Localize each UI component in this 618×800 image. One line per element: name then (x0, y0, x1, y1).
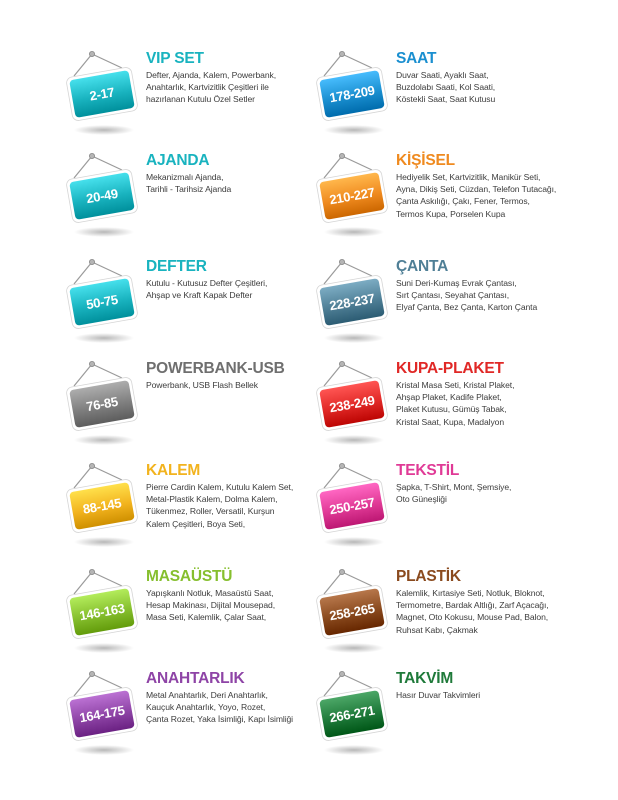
description-line: Yapışkanlı Notluk, Masaüstü Saat, (146, 588, 274, 598)
description-line: Magnet, Oto Kokusu, Mouse Pad, Balon, (396, 612, 549, 623)
description-line: Kristal Saat, Kupa, Madalyon (396, 416, 505, 427)
description-line: Tükenmez, Roller, Versatil, Kurşun (146, 506, 275, 517)
description-line: Plaket Kutusu, Gümüş Tabak, (396, 404, 507, 415)
category-title: KUPA-PLAKET (396, 360, 504, 377)
page-range-label: 266-271 (328, 702, 376, 726)
catalog-entry (316, 462, 596, 562)
description-line: Kalem Çeşitleri, Boya Seti, (146, 518, 246, 529)
description-line: Çanta Rozet, Yaka İsimliği, Kapı İsimliği (146, 714, 293, 725)
category-title: VIP SET (146, 50, 204, 67)
category-description (396, 587, 606, 636)
entry-text (396, 152, 606, 220)
description-line: Ahşap ve Kraft Kapak Defter (146, 290, 253, 301)
catalog-entry (66, 360, 346, 460)
description-line: Hesap Makinası, Dijital Mousepad, (146, 600, 276, 611)
entry-text (396, 50, 606, 106)
category-description (396, 277, 606, 314)
description-line: hazırlanan Kutulu Özel Setler (146, 94, 255, 105)
page-range-label: 20-49 (85, 185, 119, 207)
page-range-label: 178-209 (328, 82, 376, 106)
category-title: POWERBANK-USB (146, 360, 285, 377)
description-line: Termos Kupa, Porselen Kupa (396, 208, 506, 219)
page-range-label: 164-175 (78, 702, 126, 726)
description-line: Hediyelik Set, Kartvizitlik, Manikür Seti, (396, 172, 541, 182)
description-line: Defter, Ajanda, Kalem, Powerbank, (146, 70, 276, 80)
description-line: Metal-Plastik Kalem, Dolma Kalem, (146, 494, 278, 505)
category-description (396, 171, 606, 220)
catalog-entry (66, 50, 346, 150)
page-range-sign (316, 568, 388, 656)
category-description (396, 481, 606, 505)
entry-text (396, 360, 606, 428)
page-range-label: 2-17 (88, 84, 116, 104)
entry-text (396, 462, 606, 505)
catalog-entry (316, 258, 596, 358)
page-range-label: 228-237 (328, 290, 376, 314)
category-title: TAKVİM (396, 670, 454, 687)
entry-text (396, 258, 606, 314)
page-range-label: 88-145 (81, 495, 123, 517)
description-line: Pierre Cardin Kalem, Kutulu Kalem Set, (146, 482, 294, 492)
description-line: Sırt Çantası, Seyahat Çantası, (396, 290, 510, 301)
category-title: DEFTER (146, 258, 207, 275)
page-range-sign (66, 152, 138, 240)
category-title: PLASTİK (396, 568, 461, 585)
description-line: Suni Deri-Kumaş Evrak Çantası, (396, 278, 517, 288)
page-range-label: 238-249 (328, 392, 376, 416)
description-line: Ayna, Dikiş Seti, Cüzdan, Telefon Tutacağı, (396, 184, 557, 195)
description-line: Masa Seti, Kalemlik, Çalar Saat, (146, 612, 267, 623)
description-line: Buzdolabı Saati, Kol Saati, (396, 82, 496, 93)
category-description (396, 69, 606, 106)
description-line: Elyaf Çanta, Bez Çanta, Karton Çanta (396, 302, 538, 313)
catalog-entry (316, 152, 596, 252)
category-title: ÇANTA (396, 258, 449, 275)
page-range-sign (66, 360, 138, 448)
page-range-sign (316, 258, 388, 346)
catalog-entry (66, 568, 346, 668)
description-line: Powerbank, USB Flash Bellek (146, 380, 258, 390)
page-range-sign (316, 50, 388, 138)
catalog-entry (66, 462, 346, 562)
description-line: Mekanizmalı Ajanda, (146, 172, 224, 182)
description-line: Köstekli Saat, Saat Kutusu (396, 94, 496, 105)
page-range-label: 210-227 (328, 184, 376, 208)
category-title: TEKSTİL (396, 462, 460, 479)
page-range-label: 258-265 (328, 600, 376, 624)
catalog-entry (66, 670, 346, 770)
catalog-entry (66, 258, 346, 358)
catalog-entry (66, 152, 346, 252)
page-range-sign (316, 152, 388, 240)
description-line: Şapka, T-Shirt, Mont, Şemsiye, (396, 482, 512, 492)
category-title: KALEM (146, 462, 201, 479)
description-line: Kutulu - Kutusuz Defter Çeşitleri, (146, 278, 268, 288)
description-line: Tarihli - Tarihsiz Ajanda (146, 184, 232, 195)
description-line: Hasır Duvar Takvimleri (396, 690, 481, 700)
description-line: Duvar Saati, Ayaklı Saat, (396, 70, 489, 80)
description-line: Oto Güneşliği (396, 494, 447, 505)
description-line: Metal Anahtarlık, Deri Anahtarlık, (146, 690, 268, 700)
category-title: SAAT (396, 50, 437, 67)
page-range-label: 76-85 (85, 393, 119, 415)
description-line: Kalemlik, Kırtasiye Seti, Notluk, Bloknot, (396, 588, 545, 598)
page-range-sign (316, 670, 388, 758)
catalog-entry (316, 360, 596, 460)
entry-text (396, 670, 606, 701)
category-title: KİŞİSEL (396, 152, 455, 169)
category-title: ANAHTARLIK (146, 670, 245, 687)
description-line: Ahşap Plaket, Kadife Plaket, (396, 392, 502, 403)
category-description (396, 379, 606, 428)
category-title: MASAÜSTÜ (146, 568, 233, 585)
description-line: Anahtarlık, Kartvizitlik Çeşitleri ile (146, 82, 269, 93)
page-range-label: 250-257 (328, 494, 376, 518)
catalog-entry (316, 50, 596, 150)
page-range-sign (66, 462, 138, 550)
page-range-sign (316, 462, 388, 550)
description-line: Termometre, Bardak Altlığı, Zarf Açacağı, (396, 600, 549, 611)
page-range-sign (66, 670, 138, 758)
page-range-label: 50-75 (85, 291, 119, 313)
description-line: Kristal Masa Seti, Kristal Plaket, (396, 380, 515, 390)
page-range-label: 146-163 (78, 600, 126, 624)
description-line: Kauçuk Anahtarlık, Yoyo, Rozet, (146, 702, 266, 713)
description-line: Çanta Askılığı, Çakı, Fener, Termos, (396, 196, 530, 207)
page-range-sign (66, 50, 138, 138)
entry-text (396, 568, 606, 636)
catalog-entry (316, 568, 596, 668)
catalog-entry (316, 670, 596, 770)
category-description (396, 689, 606, 701)
category-title: AJANDA (146, 152, 210, 169)
page-range-sign (66, 568, 138, 656)
page-range-sign (66, 258, 138, 346)
description-line: Ruhsat Kabı, Çakmak (396, 624, 478, 635)
page-range-sign (316, 360, 388, 448)
